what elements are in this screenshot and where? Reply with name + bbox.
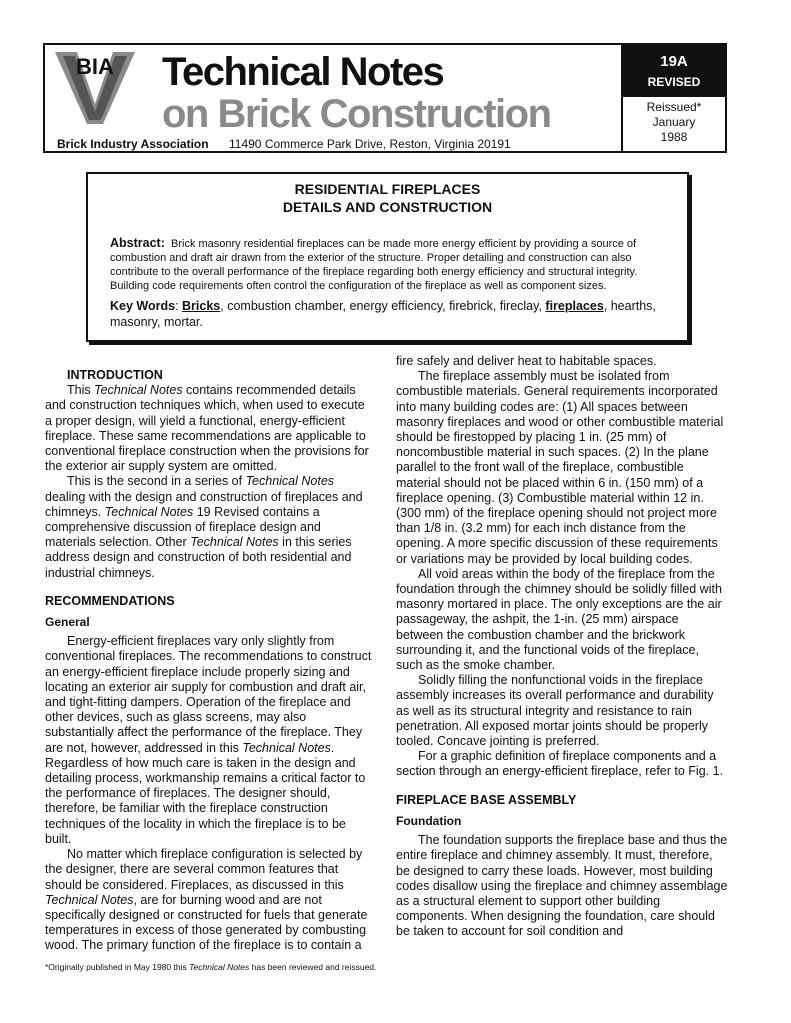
issue-revision: REVISED [647,75,701,89]
abstract-paragraph [110,236,670,293]
intro-paragraph-2: This is the second in a series of Technical Notes dealing with the design and construction of fireplaces and chimneys. Technical Notes 19 Revised contains a comprehensive discussion of fireplace design and materials selection. Other Technical Notes in this series address design and construction of both residential and industrial chimneys. [45,474,363,580]
keyword-bricks: Bricks [182,299,221,313]
intro-paragraph-1: This Technical Notes contains recommended details and construction techniques which, when used to execute a proper design, will yield a functional, energy-efficient fireplace. These same recommendations are applicable to conventional fireplace construction when the provisions for the exterior air supply system are omitted. [45,383,369,474]
footnote: *Originally published in May 1980 this Technical Notes has been reviewed and reissued. [45,962,377,972]
organization-address: 11490 Commerce Park Drive, Reston, Virginia 20191 [229,137,511,151]
recommendations-heading: RECOMMENDATIONS [45,593,175,608]
organization-name: Brick Industry Association [57,137,209,151]
foundation-heading: Foundation [396,813,462,828]
reissued-month: January [652,115,696,129]
right-paragraph-5: The foundation supports the fireplace base and thus the entire fireplace and chimney assembly. It must, therefore, be designed to carry these loads. However, most building codes disallow using the fireplace and chimney assemblage as a structural element to support other building components. When designing the foundation, care should be taken to account for soil condition and [396,833,728,939]
keywords-paragraph: Key Words: Bricks, combustion chamber, energy efficiency, firebrick, fireclay, fireplaces, hearths, masonry, mortar. [110,299,656,329]
document-title-line-2: DETAILS AND CONSTRUCTION [282,199,493,215]
right-paragraph-4: For a graphic definition of fireplace components and a section through an energy-efficient fireplace, refer to Fig. 1. [396,749,724,779]
base-assembly-heading: FIREPLACE BASE ASSEMBLY [396,792,577,807]
document-title-line-1: RESIDENTIAL FIREPLACES [294,181,481,197]
right-column [396,354,728,940]
abstract-text: Brick masonry residential fireplaces can be made more energy efficient by providing a source of combustion and draft air drawn from the exterior of the structure. Proper detailing and construction can also contribute to the overall performance of the fireplace regarding both energy efficiency and structural integrity. Building code requirements often control the configuration of the fireplace as well as component sizes. [110,238,638,292]
document-title [86,180,689,216]
right-paragraph-2: All void areas within the body of the fireplace from the foundation through the chimney should be solidly filled with masonry mortared in place. The only exceptions are the air passageway, the ashpit, the 1-in. (25 mm) airspace between the combustion chamber and the brickwork surrounding it, and the functional voids of the fireplace, such as the smoke chamber. [396,566,722,673]
reissued-label: Reissued* [646,100,702,114]
logo-text: BIA [76,54,114,79]
general-heading: General [45,615,90,630]
keywords-label: Key Words [110,299,176,313]
title-line-1: Technical Notes [162,50,444,94]
general-paragraph-1: Energy-efficient fireplaces vary only slightly from conventional fireplaces. The recommendations to construct an energy-efficient fireplace include properly sizing and locating an exterior air supply for combustion and draft air, and tight-fitting dampers. Operation of the fireplace and other devices, such as glass screens, may also substantially affect the performance of the fireplace. They are not, however, addressed in this Technical Notes. Regardless of how much care is taken in the design and detailing process, workmanship remains a critical factor to the performance of fireplaces. The designer should, therefore, be familiar with the fireplace construction techniques of the locality in which the fireplace is to be built. [45,634,372,846]
title-line-2: on Brick Construction [162,92,551,136]
right-paragraph-3: Solidly filling the nonfunctional voids in the fireplace assembly increases its overall performance and durability as well as its structural integrity and resistance to rain penetration. All exposed mortar joints should be properly tooled. Concave jointing is preferred. [396,673,714,749]
bia-logo [55,52,135,124]
issue-badge [623,45,725,97]
reissued-year: 1988 [660,130,688,144]
keyword-fireplaces: fireplaces [545,299,604,313]
general-paragraph-2: No matter which fireplace configuration is selected by the designer, there are several common features that should be considered. Fireplaces, as discussed in this Technical Notes, are for burning wood and are not specifically designed or constructed for fuels that generate temperatures in excess of those generated by combusting wood. The primary function of the fireplace is to contain a [45,847,368,953]
right-paragraph-0: fire safely and deliver heat to habitable spaces. [396,354,657,368]
abstract-label: Abstract: [110,236,165,250]
reissue-info [623,100,725,145]
issue-number: 19A [660,53,688,70]
keywords-middle: , combustion chamber, energy efficiency, firebrick, fireclay, [220,299,546,313]
right-paragraph-1: The fireplace assembly must be isolated from combustible materials. General requirements incorporated into many building codes are: (1) All spaces between masonry fireplaces and wood or other combustible material should be firestopped by placing 1 in. (25 mm) of noncombustible material in such spaces. (2) In the plane parallel to the front wall of the fireplace, combustible material should not be placed within 6 in. (150 mm) of a fireplace opening. (3) Combustible material within 12 in. (300 mm) of the fireplace opening should not project more than 1/8 in. (3.2 mm) for each inch distance from the opening. A more specific discussion of these requirements or variations may be provided by local building codes. [396,369,724,566]
keywords-end: , hearths, masonry, mortar. [110,299,656,329]
introduction-heading: INTRODUCTION [67,368,163,382]
left-column [45,368,375,954]
